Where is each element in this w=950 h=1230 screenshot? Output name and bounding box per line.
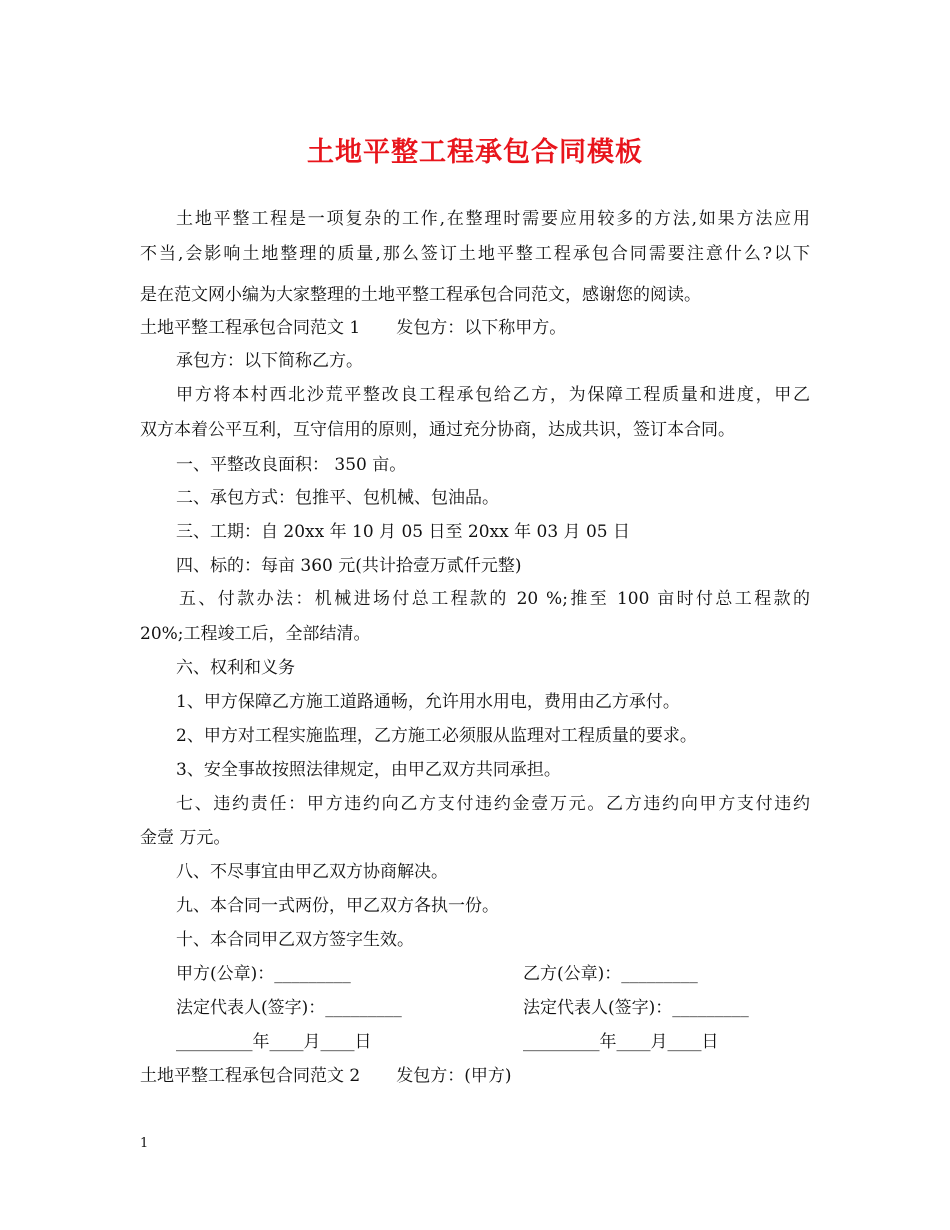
party-a-representative: 法定代表人(签字)：_________ xyxy=(176,998,402,1018)
sample1-heading-row xyxy=(140,317,566,339)
sample1-party-b: 承包方：以下简称乙方。 xyxy=(176,351,363,371)
sample2-party-a: 发包方：(甲方) xyxy=(396,1066,512,1086)
preamble-line-1: 甲方将本村西北沙荒平整改良工程承包给乙方，为保障工程质量和进度，甲乙 xyxy=(176,385,810,405)
clause-7-line-1: 七、违约责任：甲方违约向乙方支付违约金壹万元。乙方违约向甲方支付违约 xyxy=(176,794,810,814)
clause-6: 六、权利和义务 xyxy=(176,658,295,678)
clause-1: 一、平整改良面积： 350 亩。 xyxy=(176,455,407,475)
sample1-party-a: 发包方：以下称甲方。 xyxy=(396,318,567,338)
sample1-heading: 土地平整工程承包合同范文 1 xyxy=(140,318,361,338)
clause-6-1: 1、甲方保障乙方施工道路通畅，允许用水用电，费用由乙方承付。 xyxy=(176,692,680,712)
clause-3: 三、工期：自 20xx 年 10 月 05 日至 20xx 年 03 月 05 日 xyxy=(176,522,630,542)
document-title: 土地平整工程承包合同模板 xyxy=(307,137,643,168)
party-b-seal: 乙方(公章)：_________ xyxy=(523,964,698,984)
page-number: 1 xyxy=(140,1136,149,1151)
clause-5-line-2: 20%;工程竣工后，全部结清。 xyxy=(140,624,371,644)
intro-line-3: 是在范文网小编为大家整理的土地平整工程承包合同范文，感谢您的阅读。 xyxy=(140,285,701,305)
party-b-representative: 法定代表人(签字)：_________ xyxy=(523,998,749,1018)
clause-6-3: 3、安全事故按照法律规定，由甲乙双方共同承担。 xyxy=(176,760,561,780)
clause-4: 四、标的：每亩 360 元(共计拾壹万贰仟元整) xyxy=(176,556,522,576)
intro-line-1: 土地平整工程是一项复杂的工作,在整理时需要应用较多的方法,如果方法应用 xyxy=(176,209,810,229)
sample2-heading-row xyxy=(140,1065,512,1087)
clause-9: 九、本合同一式两份，甲乙双方各执一份。 xyxy=(176,896,499,916)
clause-2: 二、承包方式：包推平、包机械、包油品。 xyxy=(176,488,499,508)
clause-6-2: 2、甲方对工程实施监理，乙方施工必须服从监理对工程质量的要求。 xyxy=(176,726,697,746)
party-a-date: _________年____月____日 xyxy=(176,1032,372,1052)
party-b-date: _________年____月____日 xyxy=(523,1032,719,1052)
clause-7-line-2: 金壹 万元。 xyxy=(140,828,231,848)
preamble-line-2: 双方本着公平互利，互守信用的原则，通过充分协商，达成共识，签订本合同。 xyxy=(140,420,735,440)
intro-line-2: 不当,会影响土地整理的质量,那么签订土地平整工程承包合同需要注意什么?以下 xyxy=(140,244,810,264)
clause-10: 十、本合同甲乙双方签字生效。 xyxy=(176,930,414,950)
clause-5-line-1: 五、付款办法：机械进场付总工程款的 20 %;推至 100 亩时付总工程款的 xyxy=(179,589,810,609)
clause-8: 八、不尽事宜由甲乙双方协商解决。 xyxy=(176,862,448,882)
party-a-seal: 甲方(公章)：_________ xyxy=(176,964,351,984)
sample2-heading: 土地平整工程承包合同范文 2 xyxy=(140,1066,361,1086)
